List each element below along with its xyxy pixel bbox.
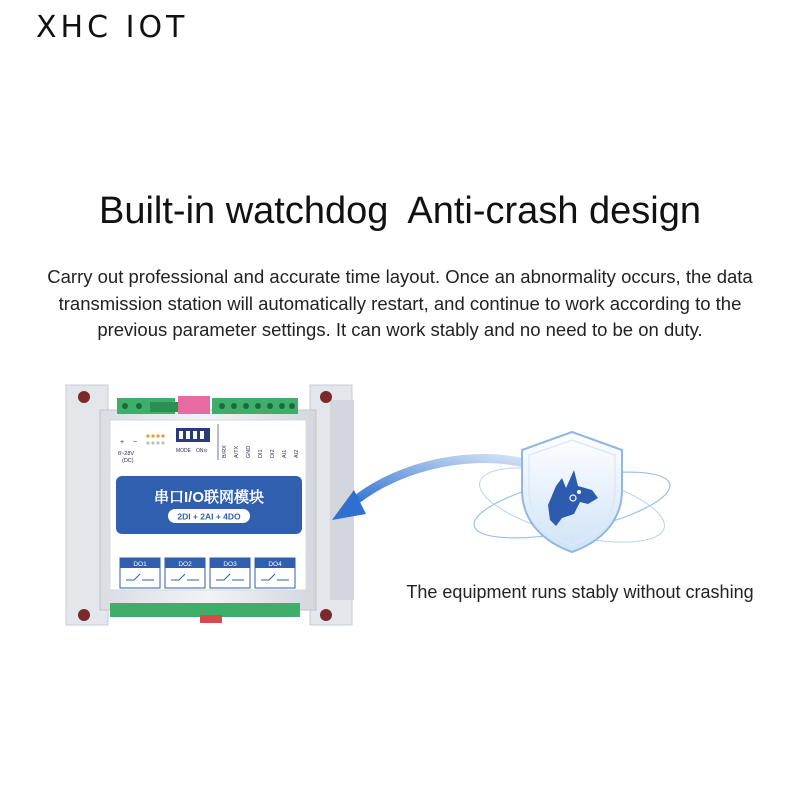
output-do4 xyxy=(255,558,295,588)
terminal-label: GND xyxy=(246,445,252,458)
description-line: transmission station will automatically restart, and continue to work according to the xyxy=(58,292,742,314)
top-terminal-block xyxy=(117,396,298,414)
output-label: DO3 xyxy=(223,561,237,568)
terminal-label: AI2 xyxy=(294,449,300,458)
headline: Built-in watchdog Anti-crash design xyxy=(99,190,701,232)
output-do3 xyxy=(210,558,250,588)
mode-label: MODE xyxy=(176,448,191,454)
terminal-label: B/RX xyxy=(222,445,228,458)
output-label: DO4 xyxy=(268,561,282,568)
power-minus: − xyxy=(133,439,138,446)
terminal-label: DI2 xyxy=(270,449,276,458)
power-label: 8~28V xyxy=(118,451,135,457)
dip-switch xyxy=(176,428,210,442)
on-label: ON⊙ xyxy=(196,448,208,454)
power-plus: + xyxy=(120,439,125,446)
description-line: Carry out professional and accurate time layout. Once an abnormality occurs, the data xyxy=(47,266,753,287)
caption: The equipment runs stably without crashing xyxy=(406,582,754,602)
watchdog-shield-icon xyxy=(469,432,675,557)
output-label: DO2 xyxy=(178,561,192,568)
module-subtitle: 2DI + 2AI + 4DO xyxy=(177,511,241,522)
curved-arrow-icon xyxy=(332,459,520,520)
terminal-label: DI1 xyxy=(258,449,264,458)
module-title: 串口I/O联网模块 xyxy=(153,489,265,506)
bottom-terminal-block xyxy=(110,603,300,623)
output-label: DO1 xyxy=(133,561,147,568)
terminal-label: AI1 xyxy=(282,449,288,458)
output-do2 xyxy=(165,558,205,588)
output-do1 xyxy=(120,558,160,588)
terminal-label: A/TX xyxy=(234,445,240,458)
module-title-banner xyxy=(116,476,302,534)
description-line: previous parameter settings. It can work stably and no need to be on duty. xyxy=(97,319,703,340)
brand-logo: XHC IOT xyxy=(36,10,189,45)
power-unit: (DC) xyxy=(122,458,134,464)
